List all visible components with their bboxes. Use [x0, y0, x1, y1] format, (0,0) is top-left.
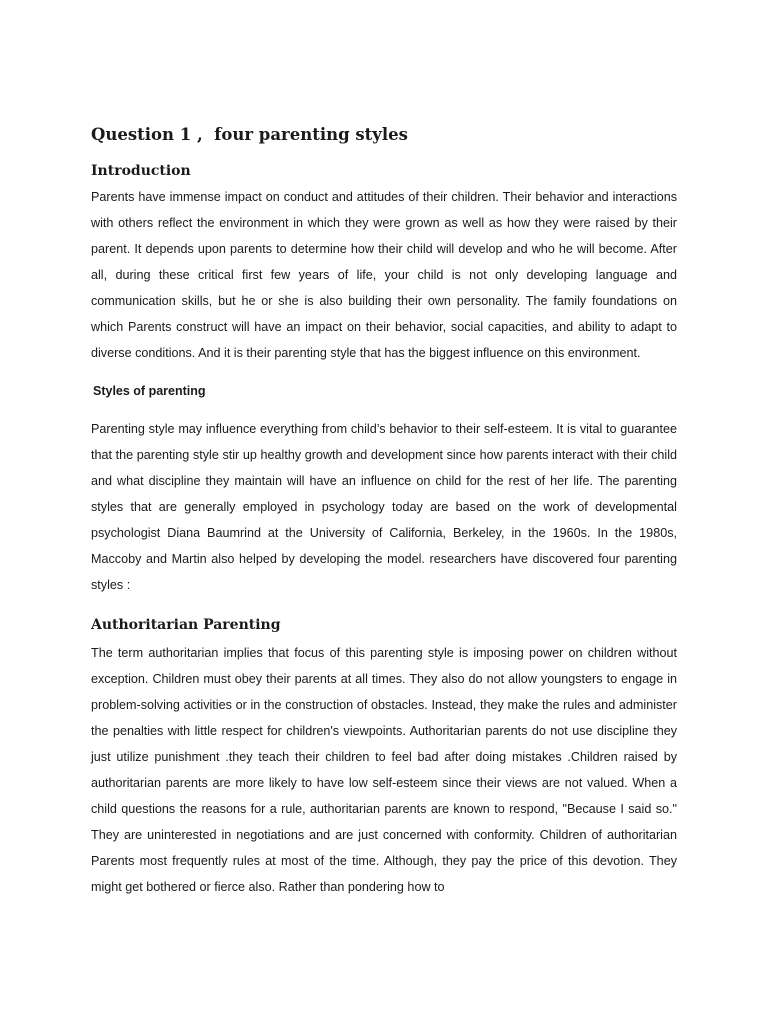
paragraph-authoritarian-parenting: The term authoritarian implies that focus of this parenting style is imposing power on children without exception. Children must obey their parents at all times. They also do not allow youngsters to engage in problem-solving activities or in the construction of obstacles. Instead, they make the rules and administer the penalties with little respect for children's viewpoints. Authoritarian parents do not use discipline they just utilize punishment .they teach their children to feel bad after doing mistakes .Children raised by authoritarian parents are more likely to have low self-esteem since their views are not valued. When a child questions the reasons for a rule, authoritarian parents are known to respond, "Because I said so." They are uninterested in negotiations and are just concerned with conformity. Children of authoritarian Parents most frequently rules at most of the time. Although, they pay the price of this devotion. They might get bothered or fierce also. Rather than pondering how to: [91, 646, 677, 894]
document-title: Question 1 , four parenting styles: [91, 125, 408, 144]
document-body: [91, 122, 677, 900]
paragraph-introduction: Parents have immense impact on conduct and attitudes of their children. Their behavior and interactions with others reflect the environment in which they were grown as well as how they were raised by their parent. It depends upon parents to determine how their child will develop and who he will become. After all, during these critical first few years of life, your child is not only developing language and communication skills, but he or she is also building their own personality. The family foundations on which Parents construct will have an impact on their behavior, social capacities, and ability to adapt to diverse conditions. And it is their parenting style that has the biggest influence on this environment.: [91, 190, 677, 360]
paragraph-styles-of-parenting: Parenting style may influence everything from child’s behavior to their self-esteem. It is vital to guarantee that the parenting style stir up healthy growth and development since how parents interact with their child and what discipline they maintain will have an influence on child for the rest of her life. The parenting styles that are generally employed in psychology today are based on the work of developmental psychologist Diana Baumrind at the University of California, Berkeley, in the 1960s. In the 1980s, Maccoby and Martin also helped by developing the model. researchers have discovered four parenting styles :: [91, 422, 677, 592]
heading-authoritarian-parenting: Authoritarian Parenting: [91, 617, 281, 633]
heading-styles-of-parenting: Styles of parenting: [93, 384, 206, 398]
heading-introduction: Introduction: [91, 163, 191, 179]
